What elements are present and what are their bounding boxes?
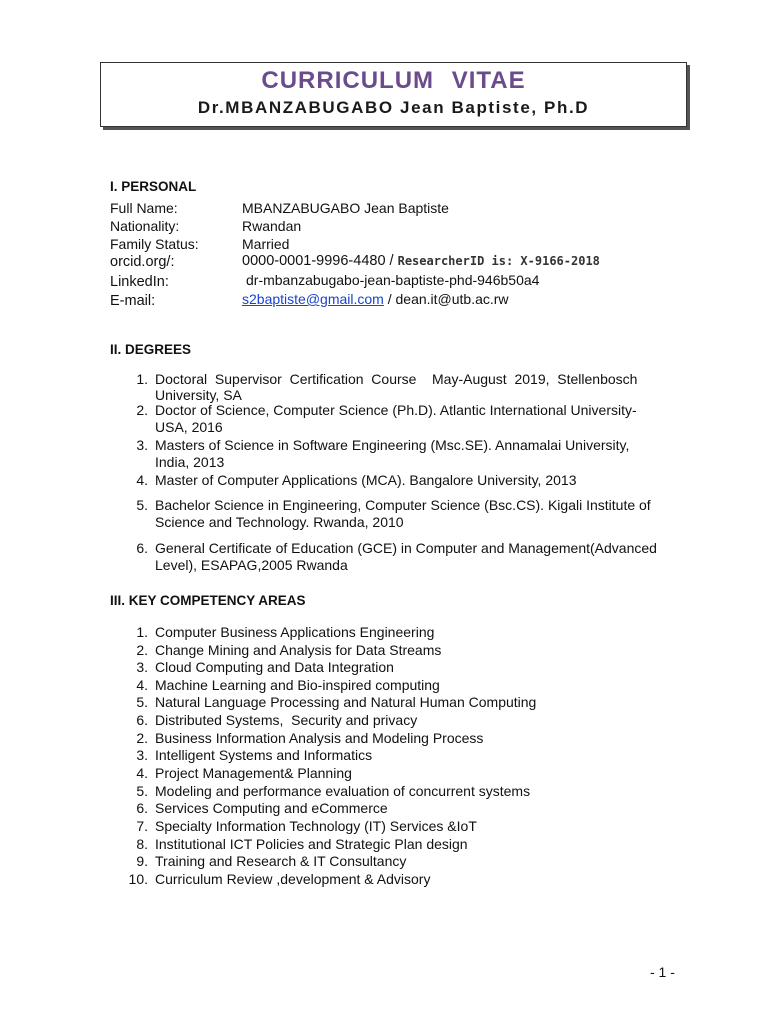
competency-number: 6. bbox=[136, 800, 148, 816]
degree-text bbox=[155, 497, 677, 531]
competency-number: 2. bbox=[136, 642, 148, 658]
full-name-value: MBANZABUGABO Jean Baptiste bbox=[242, 200, 449, 216]
email-link-primary[interactable]: s2baptiste@gmail.com bbox=[242, 291, 384, 307]
degree-line-2: India, 2013 bbox=[155, 454, 225, 470]
competency-number: 5. bbox=[136, 694, 148, 710]
full-name-label: Full Name: bbox=[110, 200, 178, 216]
family-status-value: Married bbox=[242, 236, 290, 252]
competency-text: Institutional ICT Policies and Strategic Plan design bbox=[155, 836, 468, 852]
nationality-label: Nationality: bbox=[110, 218, 180, 234]
page-number: - 1 - bbox=[650, 964, 675, 980]
orcid-row bbox=[242, 253, 600, 269]
degree-line-2: Level), ESAPAG,2005 Rwanda bbox=[155, 557, 348, 573]
degree-line-1: Bachelor Science in Engineering, Computer Science (Bsc.CS). Kigali Institute of bbox=[155, 497, 651, 513]
degree-number: 4. bbox=[136, 472, 148, 488]
researcher-id: ResearcherID is: X-9166-2018 bbox=[397, 254, 600, 268]
competency-text: Intelligent Systems and Informatics bbox=[155, 747, 373, 763]
competency-text: Training and Research & IT Consultancy bbox=[155, 853, 407, 869]
document-subtitle: Dr.MBANZABUGABO Jean Baptiste, Ph.D bbox=[197, 98, 590, 117]
competency-text: Change Mining and Analysis for Data Streams bbox=[155, 642, 442, 658]
competency-number: 8. bbox=[136, 836, 148, 852]
degree-line-1: General Certificate of Education (GCE) in Computer and Management(Advanced bbox=[155, 540, 657, 556]
orcid-label: orcid.org/: bbox=[110, 254, 175, 270]
section-heading-competencies: III. KEY COMPETENCY AREAS bbox=[110, 593, 306, 608]
degree-number: 5. bbox=[136, 497, 148, 513]
competency-number: 7. bbox=[136, 818, 148, 834]
degree-number: 3. bbox=[136, 437, 148, 453]
competency-number: 3. bbox=[136, 659, 148, 675]
competency-number: 1. bbox=[136, 624, 148, 640]
degree-line-1: Doctor of Science, Computer Science (Ph.D). Atlantic International University- bbox=[155, 402, 637, 418]
degree-line-2: USA, 2016 bbox=[155, 419, 223, 435]
section-heading-degrees: II. DEGREES bbox=[110, 342, 192, 357]
degree-line-1: Master of Computer Applications (MCA). Bangalore University, 2013 bbox=[155, 472, 577, 488]
degree-line-1: Doctoral Supervisor Certification Course May-August 2019, Stellenbosch bbox=[155, 371, 638, 387]
email-row bbox=[242, 291, 509, 307]
competency-text: Business Information Analysis and Modeling Process bbox=[155, 730, 484, 746]
competency-number: 4. bbox=[136, 765, 148, 781]
orcid-value: 0000-0001-9996-4480 bbox=[242, 253, 386, 269]
family-status-label: Family Status: bbox=[110, 236, 199, 252]
competency-text: Modeling and performance evaluation of concurrent systems bbox=[155, 783, 531, 799]
degree-text bbox=[155, 371, 677, 404]
degree-text bbox=[155, 540, 677, 574]
email-secondary: dean.it@utb.ac.rw bbox=[395, 291, 509, 307]
competency-text: Computer Business Applications Engineering bbox=[155, 624, 435, 640]
degree-line-1: Masters of Science in Software Engineering (Msc.SE). Annamalai University, bbox=[155, 437, 630, 453]
degree-text bbox=[155, 472, 677, 489]
orcid-separator: / bbox=[385, 253, 398, 269]
competency-text: Specialty Information Technology (IT) Services &IoT bbox=[155, 818, 477, 834]
document-title: CURRICULUM VITAE bbox=[261, 67, 526, 94]
degree-line-2: Science and Technology. Rwanda, 2010 bbox=[155, 514, 404, 530]
competency-text: Distributed Systems, Security and privacy bbox=[155, 712, 418, 728]
section-heading-personal: I. PERSONAL bbox=[110, 179, 197, 194]
competency-number: 2. bbox=[136, 730, 148, 746]
degree-number: 1. bbox=[136, 371, 148, 387]
nationality-value: Rwandan bbox=[242, 218, 302, 234]
linkedin-label: LinkedIn: bbox=[110, 274, 169, 290]
competency-text: Project Management& Planning bbox=[155, 765, 352, 781]
competency-text: Curriculum Review ,development & Advisory bbox=[155, 871, 431, 887]
competency-text: Natural Language Processing and Natural Human Computing bbox=[155, 694, 537, 710]
degree-number: 6. bbox=[136, 540, 148, 556]
degree-line-2: University, SA bbox=[155, 387, 242, 403]
competency-number: 3. bbox=[136, 747, 148, 763]
degree-text bbox=[155, 437, 677, 471]
degree-text bbox=[155, 402, 677, 436]
competency-number: 4. bbox=[136, 677, 148, 693]
competency-text: Cloud Computing and Data Integration bbox=[155, 659, 394, 675]
competency-number: 9. bbox=[136, 853, 148, 869]
competency-number: 6. bbox=[136, 712, 148, 728]
competency-text: Services Computing and eCommerce bbox=[155, 800, 388, 816]
competency-number: 10. bbox=[128, 871, 148, 887]
degree-number: 2. bbox=[136, 402, 148, 418]
title-box bbox=[100, 62, 687, 127]
linkedin-value: dr-mbanzabugabo-jean-baptiste-phd-946b50a4 bbox=[246, 272, 540, 288]
email-separator: / bbox=[383, 291, 396, 307]
competency-text: Machine Learning and Bio-inspired computing bbox=[155, 677, 440, 693]
competency-number: 5. bbox=[136, 783, 148, 799]
email-label: E-mail: bbox=[110, 293, 156, 309]
